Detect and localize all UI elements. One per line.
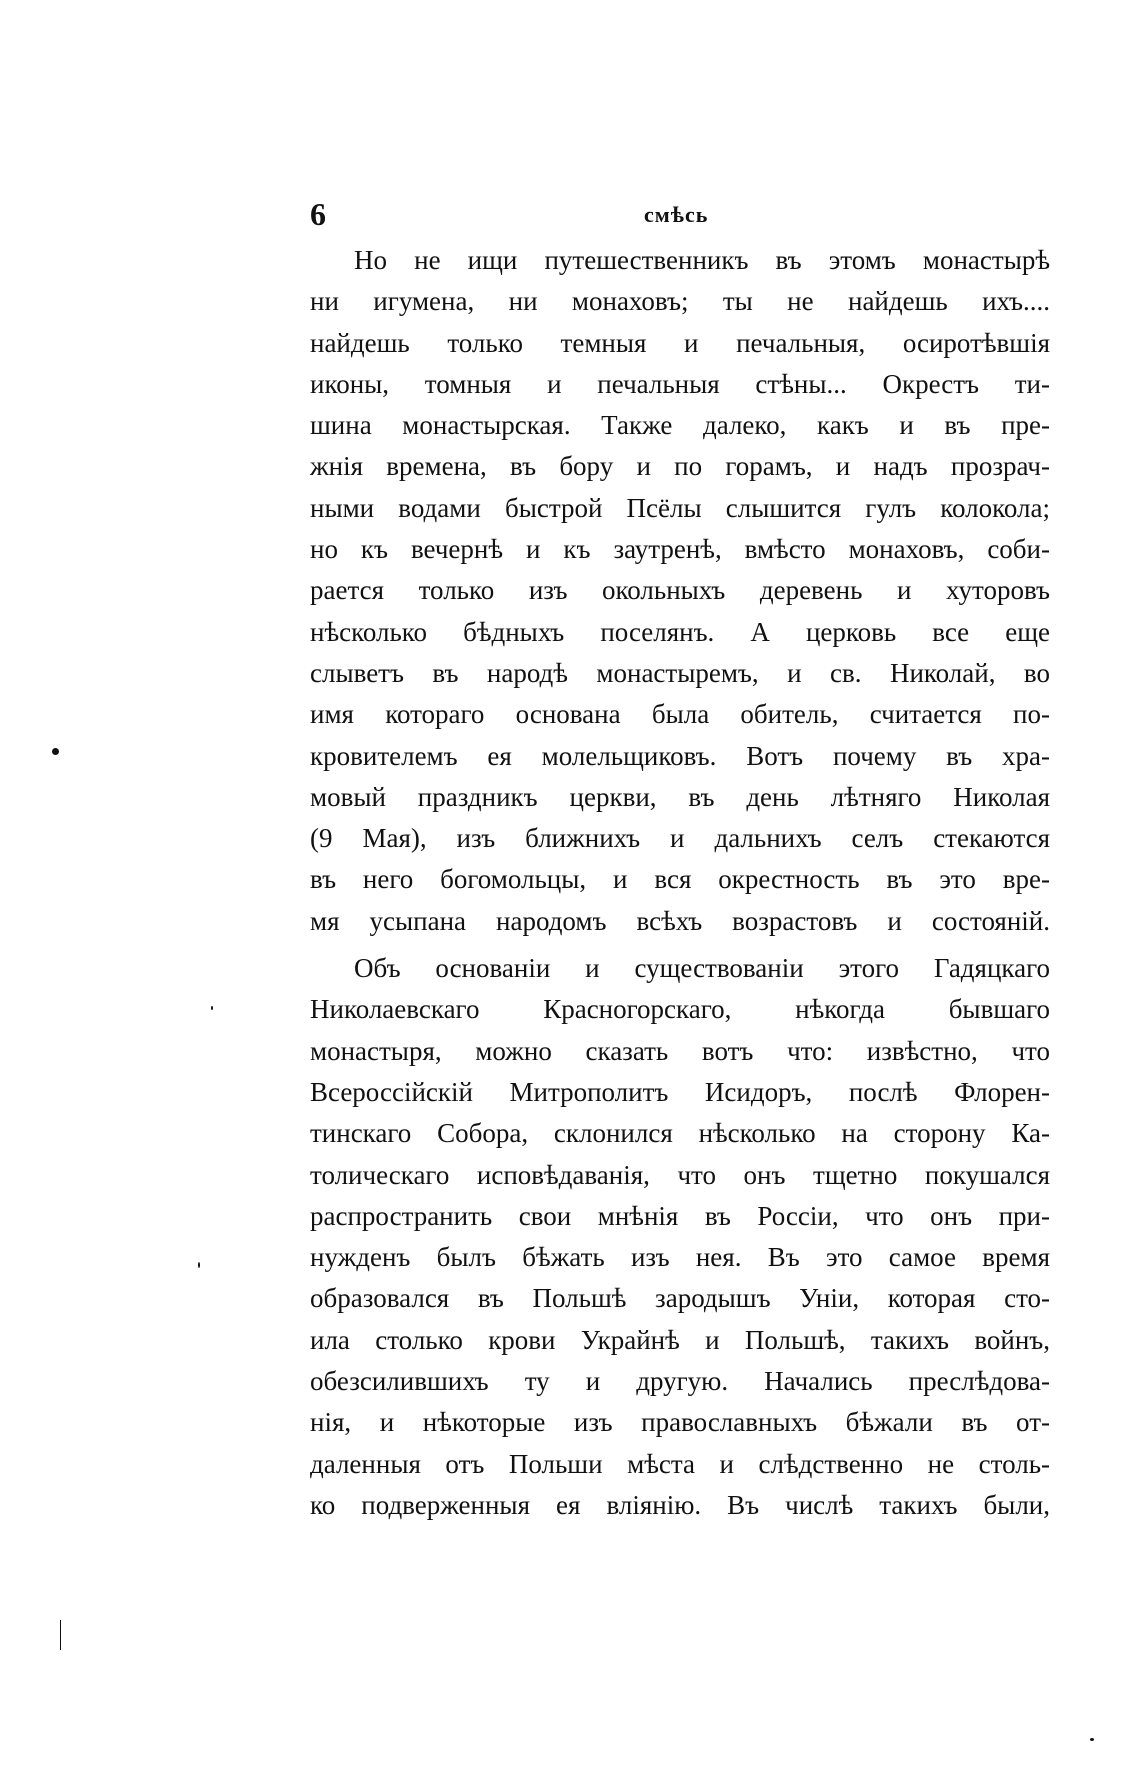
text-line: даленныя отъ Польши мѣста и слѣдственно не столь- <box>310 1448 1050 1479</box>
body-text <box>310 240 1050 1526</box>
text-line: въ него богомольцы, и вся окрестность въ это вре- <box>310 864 1050 895</box>
text-line: мовый праздникъ церкви, въ день лѣтняго Николая <box>310 781 1050 812</box>
text-line: толическаго исповѣдаванія, что онъ тщетно покушался <box>310 1159 1050 1190</box>
text-line: ни игумена, ни монаховъ; ты не найдешь ихъ.... <box>310 286 1050 317</box>
scan-speck <box>52 748 59 755</box>
text-line: Николаевскаго Красногорскаго, нѣкогда бывшаго <box>310 994 1050 1025</box>
text-line: Объ основаніи и существованіи этого Гадяцкаго <box>354 953 1050 984</box>
text-line: обезсилившихъ ту и другую. Начались преслѣдова- <box>310 1366 1050 1397</box>
text-line: рается только изъ окольныхъ деревень и хуторовъ <box>310 575 1050 606</box>
text-line: жнія времена, въ бору и по горамъ, и надъ прозрач- <box>310 451 1050 482</box>
text-line: кровителемъ ея молельщиковъ. Вотъ почему въ хра- <box>310 740 1050 771</box>
text-line: ными водами быстрой Псёлы слышится гулъ колокола; <box>310 492 1050 523</box>
text-line: иконы, томныя и печальныя стѣны... Окрестъ ти- <box>310 368 1050 399</box>
page-number: 6 <box>310 196 326 232</box>
text-line: тинскаго Собора, склонился нѣсколько на сторону Ка- <box>310 1118 1050 1149</box>
text-line: Всероссійскій Митрополитъ Исидоръ, послѣ Флорен- <box>310 1076 1050 1107</box>
paragraph-1 <box>310 240 1050 942</box>
text-line: распространить свои мнѣнія въ Россіи, что онъ при- <box>310 1200 1050 1231</box>
running-head <box>310 196 1050 236</box>
scan-speck <box>1090 1738 1094 1741</box>
scan-speck <box>60 1620 61 1650</box>
text-line: имя котораго основана была обитель, считается по- <box>310 699 1050 730</box>
text-line: но къ вечернѣ и къ заутренѣ, вмѣсто монаховъ, соби- <box>310 534 1050 565</box>
scan-speck <box>198 1262 200 1268</box>
text-line: ила столько крови Украйнѣ и Польшѣ, такихъ войнъ, <box>310 1324 1050 1355</box>
scan-speck <box>211 1006 213 1010</box>
text-line: образовался въ Польшѣ зародышъ Уніи, которая сто- <box>310 1283 1050 1314</box>
text-line: нѣсколько бѣдныхъ поселянъ. А церковь все еще <box>310 616 1050 647</box>
paragraph-2 <box>310 948 1050 1526</box>
text-line: ко подверженныя ея вліянію. Въ числѣ такихъ были, <box>310 1489 1050 1520</box>
text-line: слыветъ въ народѣ монастыремъ, и св. Николай, во <box>310 657 1050 688</box>
text-line: найдешь только темныя и печальныя, осиротѣвшія <box>310 327 1050 358</box>
text-line: монастыря, можно сказать вотъ что: извѣстно, что <box>310 1035 1050 1066</box>
text-line: (9 Мая), изъ ближнихъ и дальнихъ селъ стекаются <box>310 823 1050 854</box>
text-line: нія, и нѣкоторые изъ православныхъ бѣжали въ от- <box>310 1407 1050 1438</box>
text-line: мя усыпана народомъ всѣхъ возрастовъ и состояній. <box>310 905 1050 936</box>
text-line: Но не ищи путешественникъ въ этомъ монастырѣ <box>354 245 1050 275</box>
text-line: нужденъ былъ бѣжать изъ нея. Въ это самое время <box>310 1242 1050 1273</box>
text-line: шина монастырская. Также далеко, какъ и въ пре- <box>310 410 1050 441</box>
running-title: смѣсь <box>644 202 709 227</box>
